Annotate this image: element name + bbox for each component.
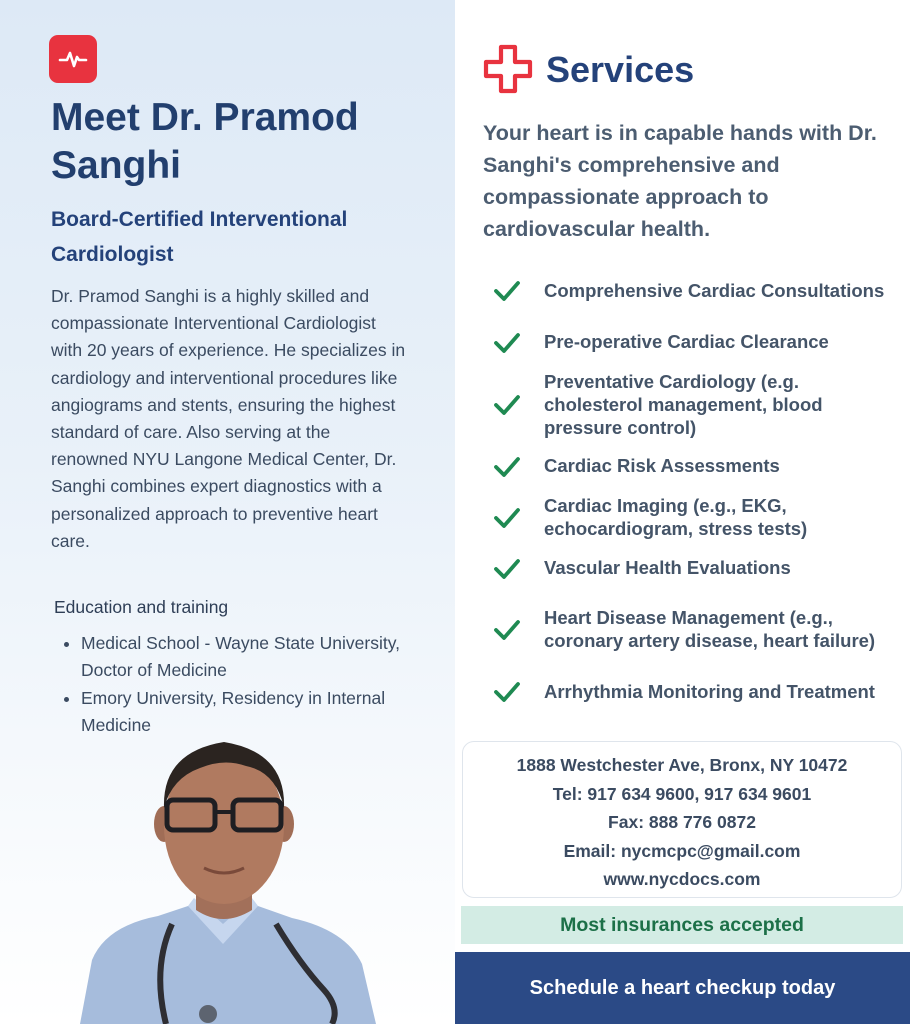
contact-fax: Fax: 888 776 0872 <box>608 812 756 832</box>
services-intro: Your heart is in capable hands with Dr. Sanghi's comprehensive and compassionate approach to cardiovascular health. <box>483 121 877 241</box>
service-item <box>492 493 902 541</box>
checkmark-icon <box>492 553 522 583</box>
contact-email[interactable]: Email: nycmcpc@gmail.com <box>563 840 801 861</box>
services-title: Services <box>546 49 695 90</box>
checkmark-icon <box>492 275 522 305</box>
heartbeat-logo <box>49 35 97 83</box>
medical-cross-icon <box>482 43 534 95</box>
service-item <box>492 594 902 664</box>
checkmark-icon <box>492 327 522 357</box>
service-item <box>492 329 902 354</box>
doctor-credential: Board-Certified Interventional Cardiologist <box>51 208 348 266</box>
service-label: Pre-operative Cardiac Clearance <box>544 331 829 352</box>
education-item: Emory University, Residency in Internal Medicine <box>58 685 453 740</box>
education-heading: Education and training <box>54 597 229 617</box>
service-label: Comprehensive Cardiac Consultations <box>544 279 885 301</box>
service-label: Heart Disease Management (e.g., coronary artery disease, heart failure) <box>544 607 876 651</box>
checkmark-icon <box>492 451 522 481</box>
service-label: Preventative Cardiology (e.g. cholesterol management, blood pressure control) <box>544 370 823 438</box>
service-label: Arrhythmia Monitoring and Treatment <box>544 680 875 702</box>
insurance-banner: Most insurances accepted <box>461 906 903 944</box>
checkmark-icon <box>492 614 522 644</box>
page-title: Meet Dr. Pramod Sanghi <box>51 96 359 187</box>
service-label: Cardiac Imaging (e.g., EKG, echocardiogram, stress tests) <box>544 495 808 539</box>
service-label: Vascular Health Evaluations <box>544 557 791 578</box>
service-item <box>492 453 902 478</box>
checkmark-icon <box>492 389 522 419</box>
service-item <box>492 369 902 439</box>
checkmark-icon <box>492 676 522 706</box>
checkmark-icon <box>492 502 522 532</box>
doctor-photo <box>40 728 440 1024</box>
schedule-checkup-button[interactable]: Schedule a heart checkup today <box>455 952 910 1024</box>
service-item <box>492 555 902 580</box>
education-item: Medical School - Wayne State University, Doctor of Medicine <box>58 630 453 685</box>
doctor-bio: Dr. Pramod Sanghi is a highly skilled and compassionate Interventional Cardiologist with 20 years of experience. He specializes in cardiology and interventional procedures like angiograms and stents, ensuring the highest standard of care. Also serving at the renowned NYU Langone Medical Center, Dr. Sanghi combines expert diagnostics with a personalized approach to preventive heart care. <box>51 286 406 551</box>
service-item <box>492 266 902 314</box>
contact-website[interactable]: www.nycdocs.com <box>603 869 761 889</box>
contact-address: 1888 Westchester Ave, Bronx, NY 10472 <box>516 755 848 775</box>
heartbeat-icon <box>58 48 88 70</box>
contact-phone[interactable]: Tel: 917 634 9600, 917 634 9601 <box>552 783 812 804</box>
service-label: Cardiac Risk Assessments <box>544 455 780 476</box>
education-list <box>58 630 453 739</box>
service-item <box>492 667 902 715</box>
contact-card <box>462 741 902 898</box>
